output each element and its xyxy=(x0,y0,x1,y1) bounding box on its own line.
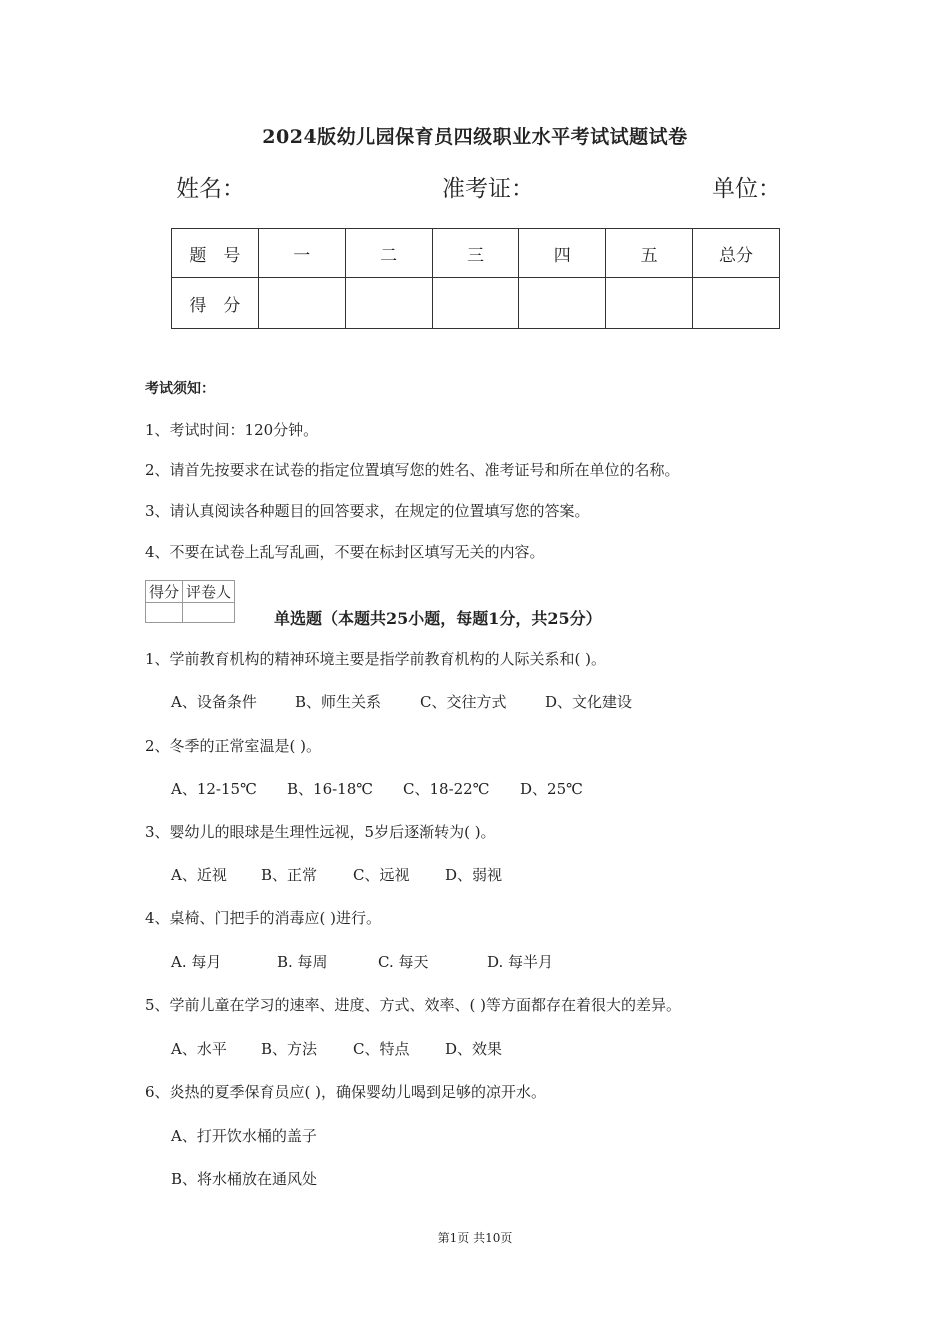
option-6b: B、将水桶放在通风处 xyxy=(171,1170,318,1188)
option-5d: D、效果 xyxy=(445,1040,503,1058)
notice-item: 2、请首先按要求在试卷的指定位置填写您的姓名、准考证号和所在单位的名称。 xyxy=(145,461,680,479)
option-6a: A、打开饮水桶的盖子 xyxy=(171,1127,317,1145)
question-6: 6、炎热的夏季保育员应( )，确保婴幼儿喝到足够的凉开水。 xyxy=(145,1083,547,1101)
page-title: 2024版幼儿园保育员四级职业水平考试试题试卷 xyxy=(262,126,688,148)
notice-item: 4、不要在试卷上乱写乱画，不要在标封区填写无关的内容。 xyxy=(145,543,545,561)
option-4a: A. 每月 xyxy=(171,953,222,971)
option-5a: A、水平 xyxy=(171,1040,227,1058)
option-5b: B、方法 xyxy=(261,1040,318,1058)
score-cell[interactable] xyxy=(693,278,780,329)
option-2d: D、25℃ xyxy=(520,780,583,798)
score-table xyxy=(171,228,780,329)
notice-heading: 考试须知： xyxy=(145,381,215,397)
grader-box-score-label: 得分 xyxy=(146,581,183,603)
notice-item: 1、考试时间：120分钟。 xyxy=(145,421,319,439)
score-cell[interactable] xyxy=(606,278,693,329)
option-2c: C、18-22℃ xyxy=(403,780,490,798)
question-1: 1、学前教育机构的精神环境主要是指学前教育机构的人际关系和( )。 xyxy=(145,650,607,668)
option-1c: C、交往方式 xyxy=(420,693,507,711)
score-table-header-cell: 总分 xyxy=(693,229,780,278)
question-4: 4、桌椅、门把手的消毒应( )进行。 xyxy=(145,909,382,927)
question-2: 2、冬季的正常室温是( )。 xyxy=(145,737,322,755)
score-table-header-cell: 二 xyxy=(345,229,432,278)
score-table-header-cell: 一 xyxy=(258,229,345,278)
grader-box-grader-label: 评卷人 xyxy=(183,581,235,603)
option-2a: A、12-15℃ xyxy=(171,780,257,798)
option-3d: D、弱视 xyxy=(445,866,503,884)
page-footer: 第1页 共10页 xyxy=(437,1231,513,1245)
unit-field-label: 单位： xyxy=(712,176,781,202)
score-cell[interactable] xyxy=(519,278,606,329)
score-cell[interactable] xyxy=(258,278,345,329)
option-4d: D. 每半月 xyxy=(487,953,554,971)
score-table-header-cell: 五 xyxy=(606,229,693,278)
option-3b: B、正常 xyxy=(261,866,318,884)
option-2b: B、16-18℃ xyxy=(287,780,374,798)
score-table-header-cell: 四 xyxy=(519,229,606,278)
grader-box-score-cell[interactable] xyxy=(146,603,183,623)
option-1d: D、文化建设 xyxy=(545,693,633,711)
score-table-score-row xyxy=(172,278,780,329)
question-3: 3、婴幼儿的眼球是生理性远视，5岁后逐渐转为( )。 xyxy=(145,823,496,841)
section-title: 单选题（本题共25小题，每题1分，共25分） xyxy=(274,609,602,628)
score-table-header-row xyxy=(172,229,780,278)
option-4c: C. 每天 xyxy=(378,953,429,971)
score-table-header-cell: 三 xyxy=(432,229,519,278)
grader-box xyxy=(145,580,235,623)
option-3c: C、远视 xyxy=(353,866,410,884)
score-table-header-cell: 题 号 xyxy=(172,229,259,278)
score-row-label: 得 分 xyxy=(172,278,259,329)
option-4b: B. 每周 xyxy=(277,953,328,971)
option-1a: A、设备条件 xyxy=(171,693,257,711)
grader-box-grader-cell[interactable] xyxy=(183,603,235,623)
notice-item: 3、请认真阅读各种题目的回答要求，在规定的位置填写您的答案。 xyxy=(145,502,590,520)
option-5c: C、特点 xyxy=(353,1040,410,1058)
name-field-label: 姓名： xyxy=(176,176,245,202)
option-3a: A、近视 xyxy=(171,866,227,884)
score-cell[interactable] xyxy=(345,278,432,329)
exam-id-field-label: 准考证： xyxy=(442,176,534,202)
option-1b: B、师生关系 xyxy=(295,693,382,711)
score-cell[interactable] xyxy=(432,278,519,329)
question-5: 5、学前儿童在学习的速率、进度、方式、效率、( )等方面都存在着很大的差异。 xyxy=(145,996,682,1014)
